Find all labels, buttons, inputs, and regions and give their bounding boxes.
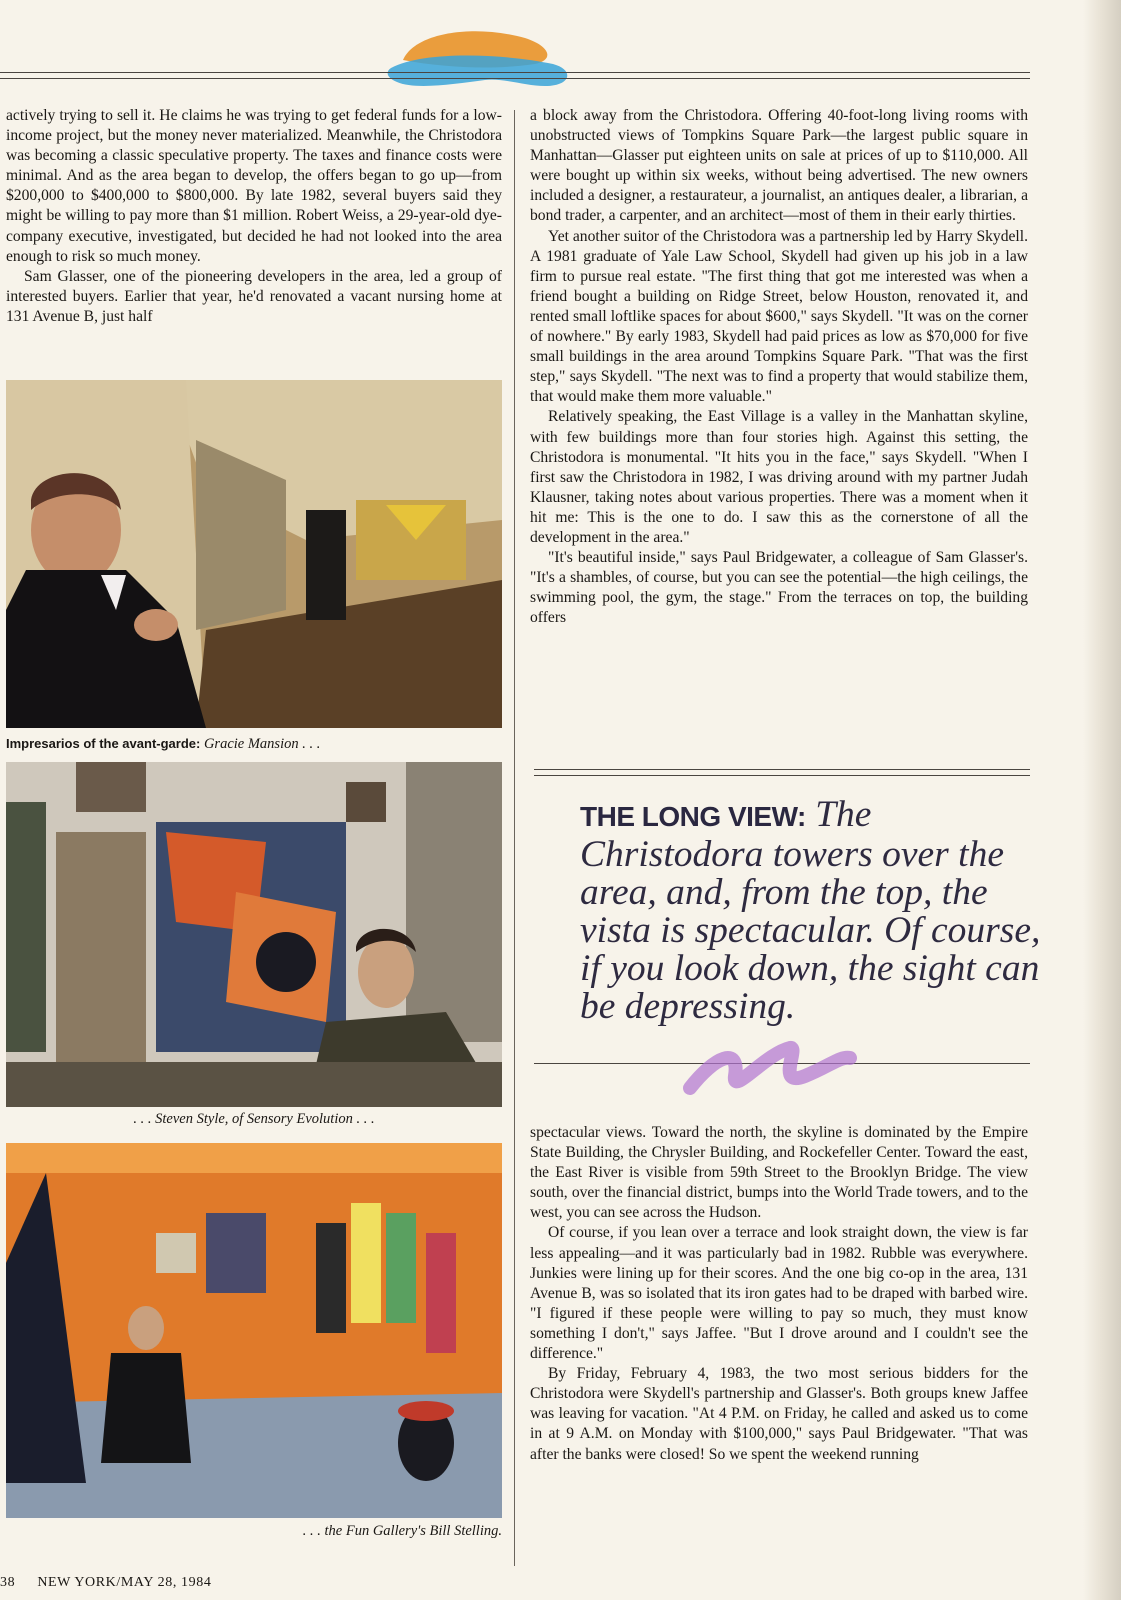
pull-quote-top-rule [534,769,1030,770]
right-column-top-text [530,106,1028,628]
top-rule-inner [0,78,1030,79]
pull-quote-kicker: THE LONG VIEW: [580,801,806,832]
page-folio [0,1575,211,1591]
paragraph: spectacular views. Toward the north, the skyline is dominated by the Empire State Building, the Chrysler Building, and Rockefeller Center. Toward the east, the East River is visible from 59th Street to the Brooklyn Bridge. The view south, over the financial district, bumps into the World Trade towers, and to the west, you can see across the Hudson. [530,1124,1028,1222]
gallery-photo-3-illustration [6,1143,502,1518]
page-gutter-shadow [1083,0,1121,1600]
paragraph: Yet another suitor of the Christodora was a partnership led by Harry Skydell. A 1981 graduate of Yale Law School, Skydell had given up his job in a law firm to pursue real estate. "The first thing that got me interested was when a friend bought a building on Ridge Street, below Houston, renovated it, and rented small loftlike spaces for about $600," says Skydell. "It was on the corner of nowhere." By early 1983, Skydell had paid prices as low as $70,000 for five small buildings in the area around Tompkins Square Park. "That was the first step," says Skydell. "The next was to find a property that would stabilize them, that would make them more valuable." [530,227,1028,406]
caption-italic: . . . Steven Style, of Sensory Evolution . . . [133,1111,375,1127]
header-paint-swash [385,20,585,100]
gallery-photo-2-illustration [6,762,502,1107]
caption-bold-lead: Impresarios of the avant-garde: [6,736,201,751]
caption-italic: Gracie Mansion . . . [203,736,321,752]
photo-bill-stelling [6,1143,502,1518]
paragraph: Relatively speaking, the East Village is a valley in the Manhattan skyline, with few buildings more than four stories high. Against this setting, the Christodora is monumental. "It hits you in the face," says Skydell. "When I first saw the Christodora in 1982, I was driving around with my partner Judah Klausner, taking notes about various properties. There was a moment when it hit me: This is the one to do. I saw this as the cornerstone of all the development in the area." [530,408,1028,546]
pull-quote [580,796,1050,1026]
photo3-caption [6,1522,502,1540]
pull-quote-paint-stroke [680,1026,860,1106]
right-column-bottom-text [530,1123,1028,1465]
paragraph: "It's beautiful inside," says Paul Bridgewater, a colleague of Sam Glasser's. "It's a shambles, of course, but you can see the potential—the high ceilings, the swimming pool, the gym, the stage." From the terraces on top, the building offers [530,549,1028,627]
photo-steven-style [6,762,502,1107]
gallery-photo-1-illustration [6,380,502,728]
paragraph: By Friday, February 4, 1983, the two most serious bidders for the Christodora were Skydell's partnership and Glasser's. Both groups knew Jaffee was leaving for vacation. "At 4 P.M. on Friday, he called and asked us to come in at 9 A.M. on Monday with $100,000," says Paul Bridgewater. "That was after the banks were closed! So we spent the weekend running [530,1365,1028,1463]
column-divider [514,110,515,1566]
paragraph: Of course, if you lean over a terrace and look straight down, the view is far less appealing—and it was particularly bad in 1982. Rubble was everywhere. Junkies were lining up for their scores. And the one big co-op in the area, 131 Avenue B, was so isolated that its iron gates had to be draped with barbed wire. "I figured if these people were willing to pay so much, they must know something I don't," says Jaffee. "But I drove around and I couldn't see the difference." [530,1224,1028,1363]
page-number: 38 [0,1575,16,1590]
top-rule [0,72,1030,73]
photo-gracie-mansion [6,380,502,728]
caption-italic: . . . the Fun Gallery's Bill Stelling. [302,1523,502,1539]
left-column-text [6,106,502,327]
pull-quote-text: The Christodora towers over the area, and, from the top, the vista is spectacular. Of course, if you look down, the sight can be depressing. [580,794,1041,1027]
publication-line: NEW YORK/MAY 28, 1984 [37,1575,212,1590]
photo1-caption [6,735,502,753]
paragraph: Sam Glasser, one of the pioneering developers in the area, led a group of interested buyers. Earlier that year, he'd renovated a vacant nursing home at 131 Avenue B, just half [6,267,502,325]
pull-quote-top-rule-inner [534,775,1030,776]
paragraph: actively trying to sell it. He claims he was trying to get federal funds for a low-income project, but the money never materialized. Meanwhile, the Christodora was becoming a classic speculative property. The taxes and finance costs were minimal. And as the area began to develop, the offers began to go up—from $200,000 to $400,000 to $800,000. By late 1982, several buyers said they might be willing to pay more than $1 million. Robert Weiss, a 29-year-old dye-company executive, investigated, but decided he had not looked into the area enough to risk so much money. [6,107,502,265]
paragraph: a block away from the Christodora. Offering 40-foot-long living rooms with unobstructed views of Tompkins Square Park—the largest public square in Manhattan—Glasser put eighteen units on sale at prices of up to $110,000. All were bought up within six weeks, without being advertised. The new owners included a designer, a restaurateur, a journalist, an antiques dealer, a librarian, a bond trader, a carpenter, and an architect—most of them in their early thirties. [530,107,1028,225]
photo2-caption [6,1110,502,1128]
